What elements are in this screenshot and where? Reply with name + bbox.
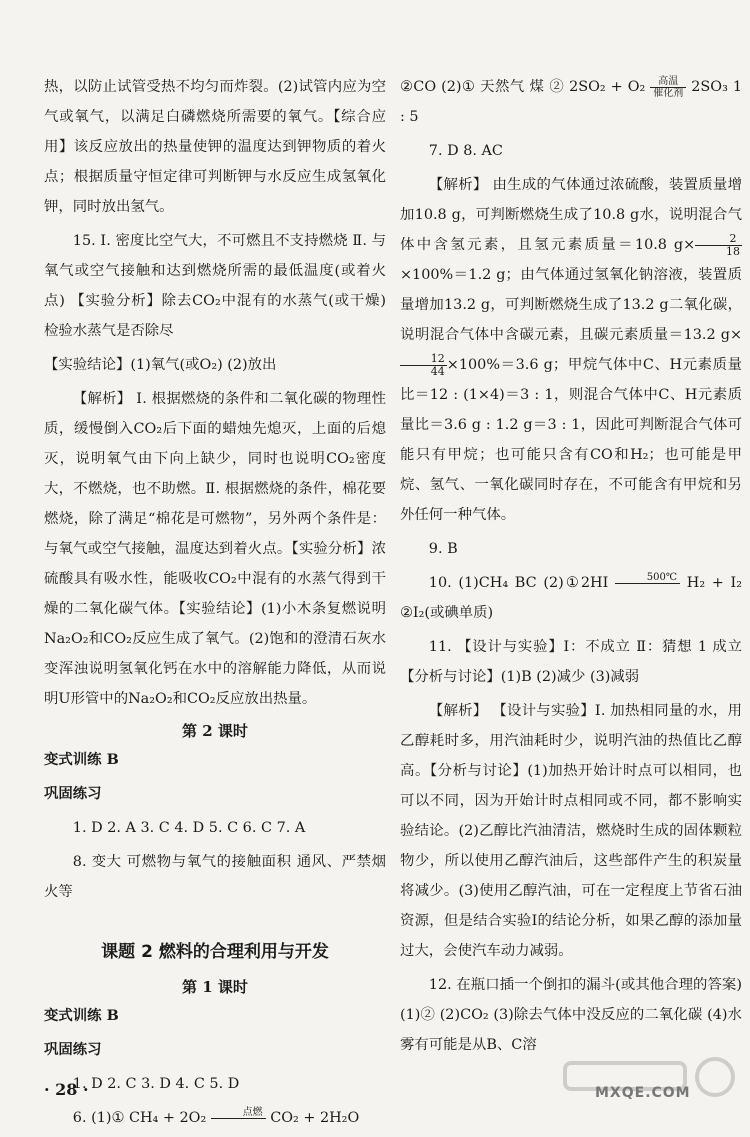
variant-training-2: 变式训练 B bbox=[44, 1007, 119, 1024]
answer-10 bbox=[400, 568, 742, 628]
analysis-11: 【解析】 【设计与实验】Ⅰ. 加热相同量的水，用乙醇耗时多，用汽油耗时少，说明汽油的热值比乙醇高。【分析与讨论】(1)加热开始计时点可以相同，也可以不同，因为开始计时点相同或不同，都不影响实验结论。(2)乙醇比汽油清洁，燃烧时生成的固体颗粒物少，所以使用乙醇汽油后，这些部件产生的积炭量将减少。(3)使用乙醇汽油，可在一定程度上节省石油资源，但是结合实验Ⅰ的结论分析，如果乙醇的添加量过大，会使汽车动力减弱。 bbox=[400, 703, 742, 959]
lesson-2-heading: 第 2 课时 bbox=[182, 722, 248, 740]
answer-6-continued bbox=[400, 72, 742, 132]
answer-6-equation bbox=[44, 1103, 386, 1133]
condition-text: 点燃 bbox=[211, 1107, 266, 1119]
paragraph-continued: 热，以防止试管受热不均匀而炸裂。(2)试管内应为空气或氧气，以满足白磷燃烧所需要的氧气。【综合应用】该反应放出的热量使钾的温度达到钾物质的着火点；根据质量守恒定律可判断钾与水反应生成氢氧化钾，同时放出氢气。 bbox=[44, 79, 386, 215]
right-column bbox=[400, 72, 742, 1064]
answer-10-part-2: H₂ + I₂ ②I₂(或碘单质) bbox=[400, 575, 742, 621]
topic-heading: 课题 2 燃料的合理利用与开发 bbox=[101, 942, 329, 962]
condition-top: 高温 bbox=[650, 76, 686, 88]
watermark-text: MXQE.COM bbox=[595, 1085, 691, 1101]
equation-part-2: 2SO₃ 1 : 5 bbox=[400, 79, 742, 125]
analysis-8-part-2: ×100%＝1.2 g；由气体通过氢氧化钠溶液，装置质量增加13.2 g，可判断燃烧生成了13.2 g二氧化碳，说明混合气体中含碳元素，且碳元素质量＝13.2 g× bbox=[400, 267, 742, 343]
answer-11: 11. 【设计与实验】Ⅰ：不成立 Ⅱ：猜想 1 成立 【分析与讨论】(1)B (2)减少 (3)减弱 bbox=[400, 639, 742, 685]
fraction-2-18: $\frac{2}{18}$ bbox=[695, 233, 742, 258]
left-column bbox=[44, 72, 386, 1137]
answers-1-5: 1. D 2. C 3. D 4. C 5. D bbox=[72, 1076, 240, 1092]
answer-9: 9. B bbox=[428, 541, 458, 557]
analysis-8-part-3: ×100%＝3.6 g；甲烷气体中C、H元素质量比＝12 : (1×4)＝3 : 1，则混合气体中C、H元素质量比＝3.6 g : 1.2 g＝3 : 1，因此可判断混合气体可能只有甲烷；也可能只含有CO和H₂；也可能是甲烷、氢气、一氧化碳同时存在，不可能含有甲烷和另外任何一种气体。 bbox=[400, 357, 742, 523]
reaction-condition bbox=[211, 1107, 266, 1129]
answers-1-7: 1. D 2. A 3. C 4. D 5. C 6. C 7. A bbox=[72, 820, 306, 836]
consolidation-heading-1: 巩固练习 bbox=[44, 785, 102, 802]
equation-left: 6. (1)① CH₄ + 2O₂ bbox=[72, 1110, 207, 1126]
equation-right: CO₂ + 2H₂O bbox=[270, 1110, 360, 1126]
answer-10-part-1: 10. (1)CH₄ BC (2)①2HI bbox=[428, 575, 609, 591]
variant-training-1: 变式训练 B bbox=[44, 751, 119, 768]
answers-7-8: 7. D 8. AC bbox=[428, 143, 503, 159]
equation-part-1: ②CO (2)① 天然气 煤 ② 2SO₂ + O₂ bbox=[400, 79, 646, 95]
answer-12: 12. 在瓶口插一个倒扣的漏斗(或其他合理的答案) (1)② (2)CO₂ (3)除去气体中没反应的二氧化碳 (4)水雾有可能是从B、C溶 bbox=[400, 977, 742, 1053]
condition-bottom: 催化剂 bbox=[653, 87, 684, 99]
reaction-condition-2 bbox=[650, 76, 686, 99]
analysis-8 bbox=[400, 170, 742, 530]
analysis-15: 【解析】 Ⅰ. 根据燃烧的条件和二氧化碳的物理性质，缓慢倒入CO₂后下面的蜡烛先熄灭，上面的后熄灭，说明氧气由下向上缺少，同时也说明CO₂密度大，不燃烧，也不助燃。Ⅱ. 根据燃烧的条件，棉花要燃烧，除了满足“棉花是可燃物”，另外两个条件是：与氧气或空气接触，温度达到着火点。【实验分析】浓硫酸具有吸水性，能吸收CO₂中混有的水蒸气得到干燥的二氧化碳气体。【实验结论】(1)小木条复燃说明Na₂O₂和CO₂反应生成了氧气。(2)饱和的澄清石灰水变浑浊说明氢氧化钙在水中的溶解能力降低，从而说明U形管中的Na₂O₂和CO₂反应放出热量。 bbox=[44, 391, 386, 707]
answer-15-conclusion: 【实验结论】(1)氧气(或O₂) (2)放出 bbox=[44, 357, 277, 373]
page-number: · 28 · bbox=[44, 1080, 89, 1099]
analysis-8-part-1: 【解析】 由生成的气体通过浓硫酸，装置质量增加10.8 g，可判断燃烧生成了10.8 g水，说明混合气体中含氢元素，且氢元素质量＝10.8 g× bbox=[400, 177, 742, 253]
condition-temperature: 500℃ bbox=[615, 572, 680, 584]
answer-8: 8. 变大 可燃物与氧气的接触面积 通风、严禁烟火等 bbox=[44, 854, 386, 900]
fraction-12-44: $\frac{12}{44}$ bbox=[400, 353, 447, 378]
answer-15: 15. Ⅰ. 密度比空气大，不可燃且不支持燃烧 Ⅱ. 与氧气或空气接触和达到燃烧所需的最低温度(或着火点) 【实验分析】除去CO₂中混有的水蒸气(或干燥) 检验水蒸气是否除尽 bbox=[44, 233, 386, 339]
consolidation-heading-2: 巩固练习 bbox=[44, 1041, 102, 1058]
lesson-1-heading: 第 1 课时 bbox=[182, 978, 248, 996]
reaction-condition-3 bbox=[615, 572, 680, 594]
